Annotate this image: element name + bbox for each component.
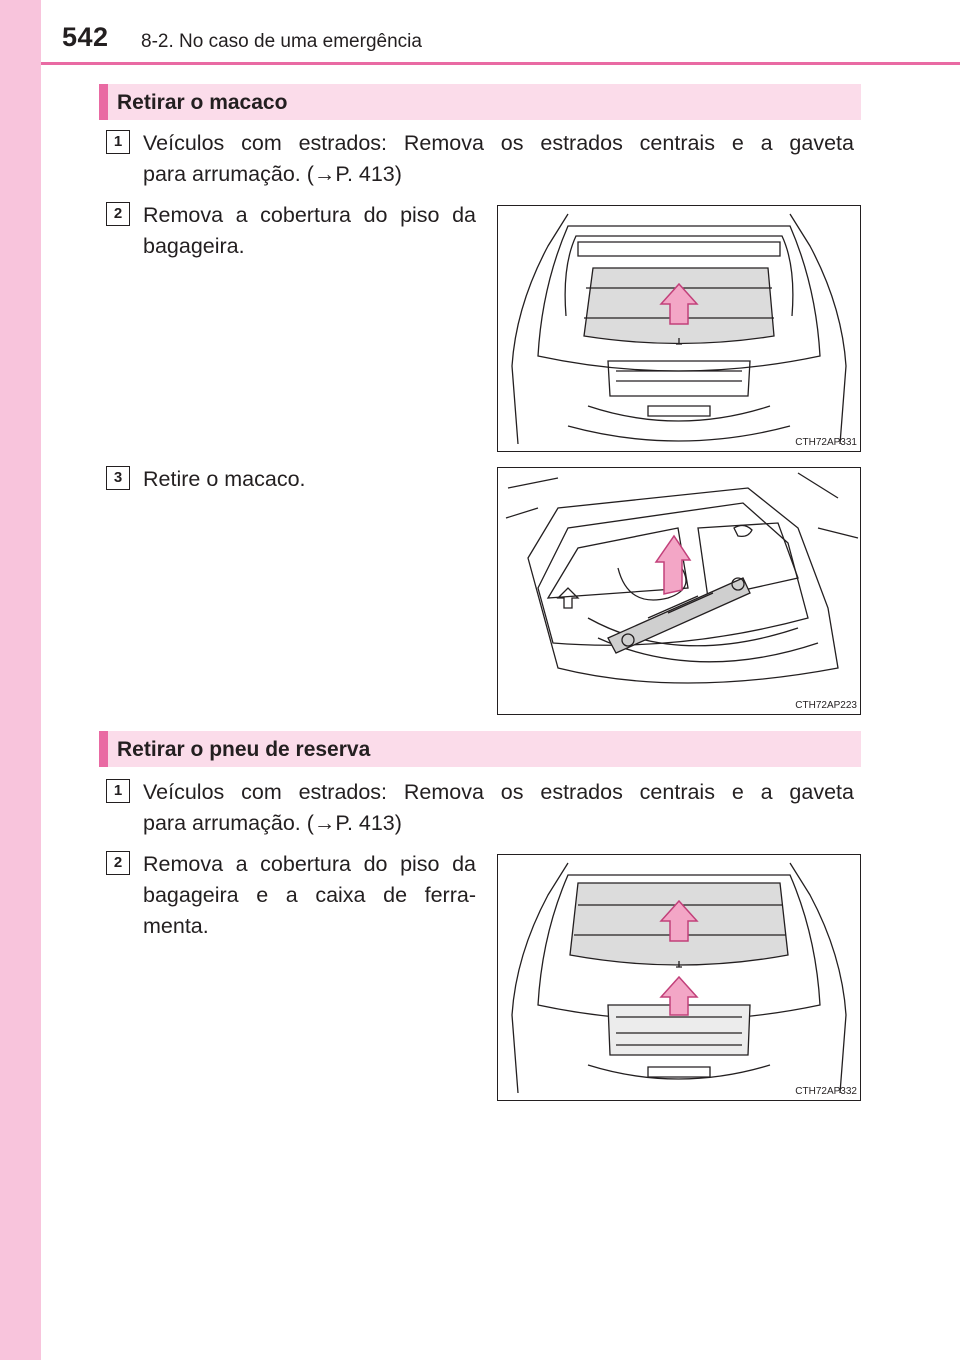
step-text-line: Retire o macaco. xyxy=(143,467,306,491)
step-text-line: Veículos com estrados: Remova os estrados centrais e a gaveta xyxy=(143,780,854,804)
step-text-line: Remova a cobertura do piso da xyxy=(143,203,476,227)
figure-code: CTH72AP331 xyxy=(795,437,857,448)
header-rule xyxy=(41,62,960,65)
step-text-line: bagageira e a caixa de ferra- xyxy=(143,883,476,907)
step-text-line: bagageira. xyxy=(143,234,245,258)
section-title-bar xyxy=(99,731,861,767)
chapter-title: 8-2. No caso de uma emergência xyxy=(141,31,422,52)
spare-tire-access-illustration xyxy=(497,854,861,1101)
step-number-badge: 3 xyxy=(106,466,130,490)
step-number-badge: 2 xyxy=(106,202,130,226)
step-number-badge: 1 xyxy=(106,130,130,154)
step-text-line: Veículos com estrados: Remova os estrados centrais e a gaveta xyxy=(143,131,854,155)
jack-removal-illustration xyxy=(497,467,861,715)
step-number-badge: 1 xyxy=(106,779,130,803)
step-text-line: Remova a cobertura do piso da xyxy=(143,852,476,876)
side-color-band xyxy=(0,0,41,1360)
section-title: Retirar o pneu de reserva xyxy=(117,738,371,761)
step-text-line: para arrumação. (→P. 413) xyxy=(143,811,402,835)
figure-code: CTH72AP223 xyxy=(795,700,857,711)
section-title: Retirar o macaco xyxy=(117,91,288,114)
watermark: carmanualsonline.info xyxy=(745,1333,940,1355)
figure-code: CTH72AP332 xyxy=(795,1086,857,1097)
step-text-line: menta. xyxy=(143,914,209,938)
trunk-floor-cover-illustration xyxy=(497,205,861,452)
step-number-badge: 2 xyxy=(106,851,130,875)
section-title-bar xyxy=(99,84,861,120)
step-text-line: para arrumação. (→P. 413) xyxy=(143,162,402,186)
page-number: 542 xyxy=(62,22,109,52)
